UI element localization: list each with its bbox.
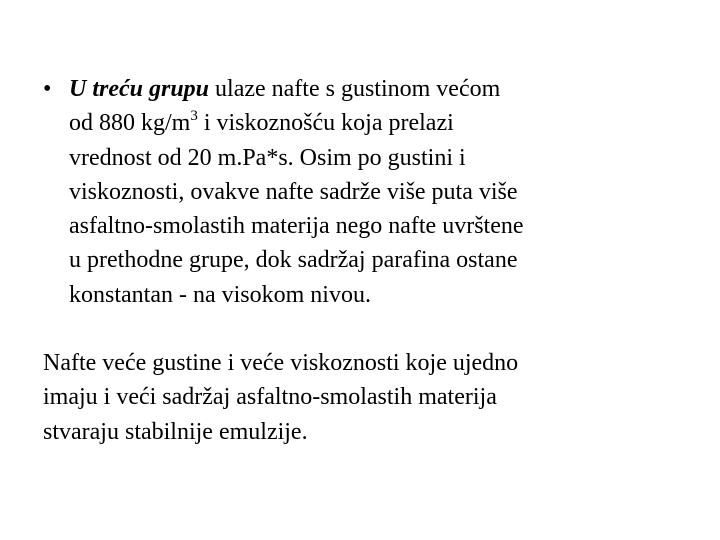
- bullet-line-3: vrednost od 20 m.Pa*s. Osim po gustini i: [69, 144, 466, 171]
- bullet-lead-emphasis: U treću grupu: [69, 76, 210, 102]
- bullet-line-2: [69, 106, 693, 140]
- bullet-line-4: viskoznosti, ovakve nafte sadrže više puta više: [69, 178, 518, 205]
- paragraph-line-2: imaju i veći sadržaj asfaltno-smolastih materija: [43, 384, 497, 411]
- bullet-line-7: konstantan - na visokom nivou.: [69, 281, 371, 308]
- bullet-dot-icon: •: [43, 76, 52, 102]
- bullet-line-1: [69, 72, 693, 106]
- bullet-line-5: asfaltno-smolastih materija nego nafte uvrštene: [69, 213, 524, 240]
- paragraph-line-1: Nafte veće gustine i veće viskoznosti koje ujedno: [43, 350, 519, 376]
- bullet-line-2-after: i viskoznošću koja prelazi: [197, 110, 454, 137]
- bullet-line-1-rest: ulaze nafte s gustinom većom: [209, 76, 501, 102]
- bullet-line-2-before: od 880 kg/m: [69, 110, 191, 137]
- paragraph-line-3: stvaraju stabilnije emulzije.: [43, 418, 308, 445]
- bullet-item: [43, 72, 693, 312]
- superscript-exponent: 3: [190, 108, 198, 125]
- bullet-row: [43, 72, 693, 312]
- body-paragraph: [43, 346, 703, 449]
- bullet-line-6: u prethodne grupe, dok sadržaj parafina ostane: [69, 247, 518, 274]
